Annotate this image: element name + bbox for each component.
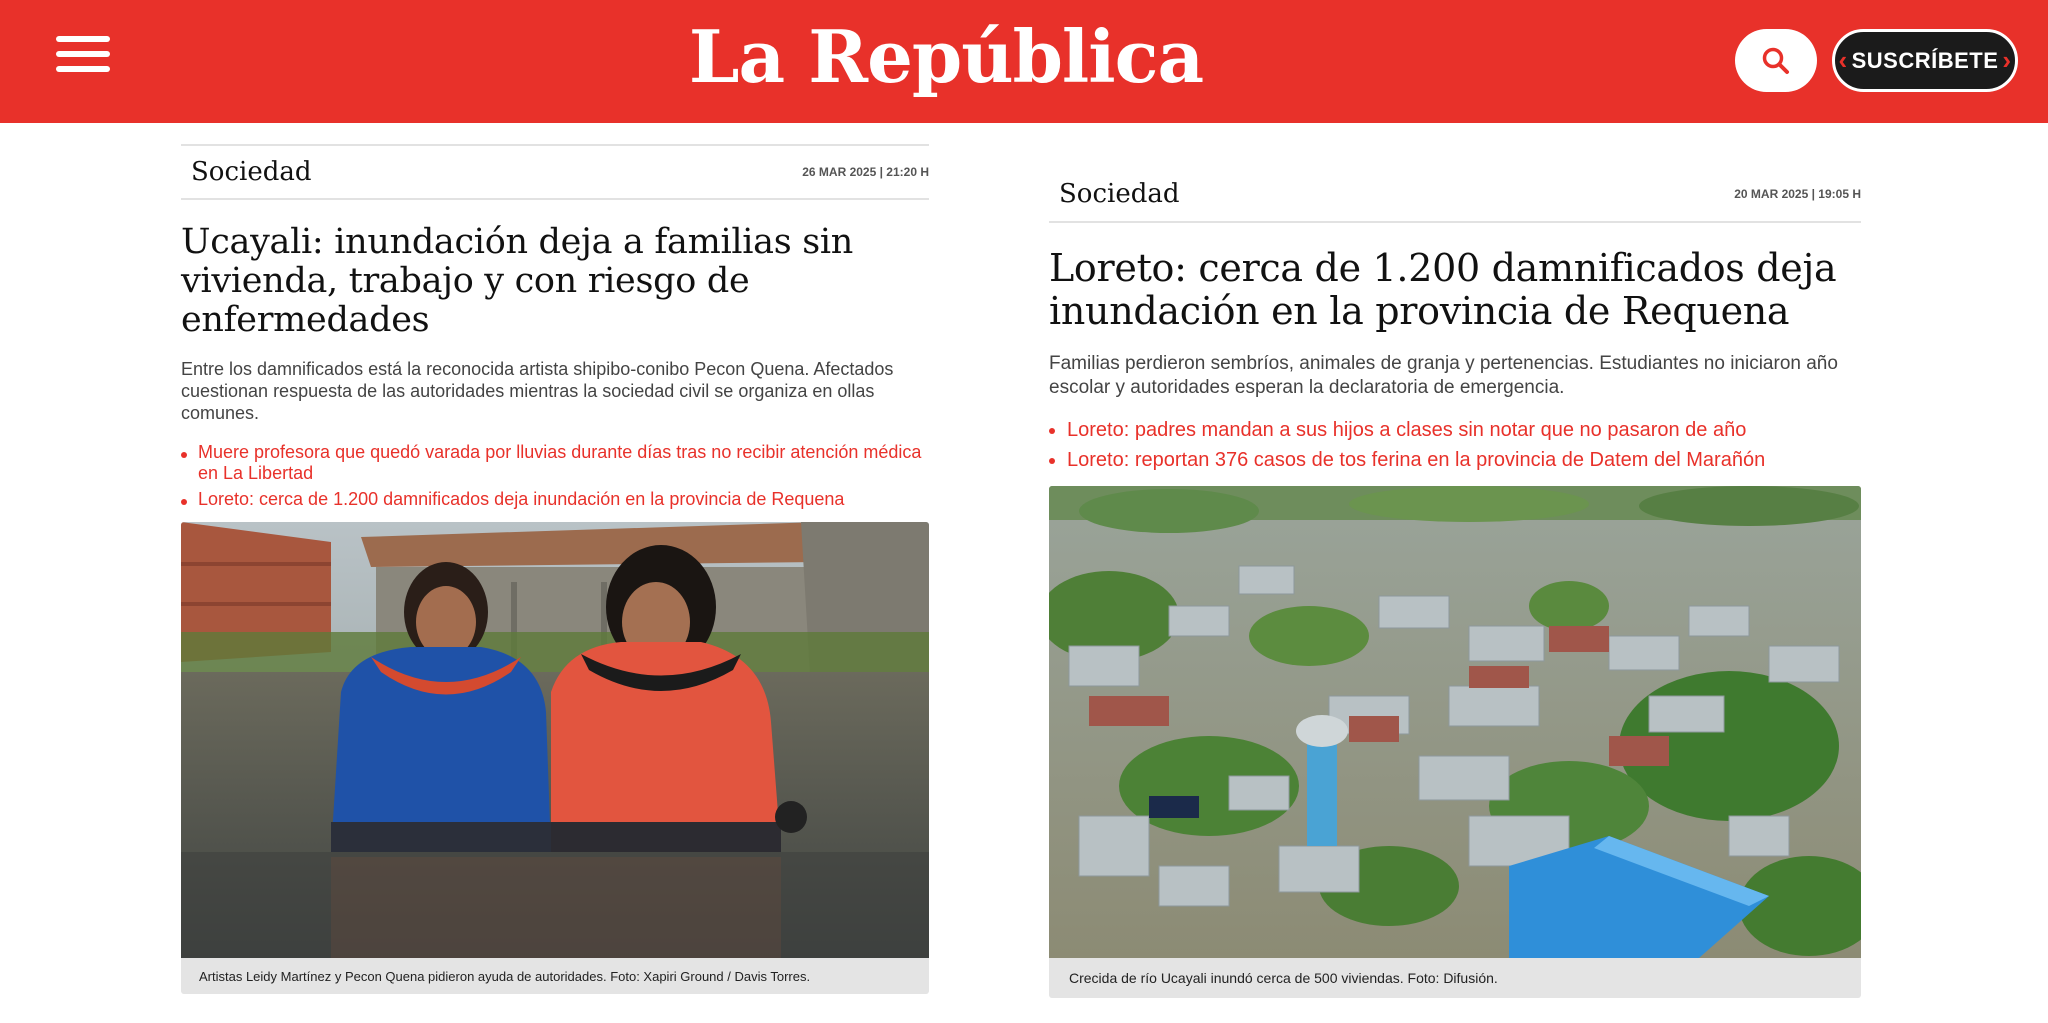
site-header — [0, 0, 2048, 123]
related-link[interactable]: Loreto: padres mandan a sus hijos a clases sin notar que no pasaron de año — [1049, 418, 1861, 442]
search-button[interactable] — [1735, 29, 1817, 92]
article-date: 26 MAR 2025 | 21:20 H — [802, 165, 929, 179]
section-bar — [181, 144, 929, 200]
photo-flooded-women[interactable] — [181, 522, 929, 958]
related-links — [181, 442, 929, 510]
subscribe-label: SUSCRÍBETE — [1851, 47, 1999, 73]
article-summary: Familias perdieron sembríos, animales de granja y pertenencias. Estudiantes no iniciaron año escolar y autoridades esperan la declaratoria de emergencia. — [1049, 353, 1838, 398]
article-card-ucayali — [181, 144, 929, 994]
photo-caption: Crecida de río Ucayali inundó cerca de 500 viviendas. Foto: Difusión. — [1049, 958, 1861, 998]
related-link[interactable]: Muere profesora que quedó varada por lluvias durante días tras no recibir atención médica en La Libertad — [181, 442, 929, 484]
section-bar — [1049, 166, 1861, 223]
article-headline[interactable]: Ucayali: inundación deja a familias sin vivienda, trabajo y con riesgo de enfermedades — [181, 222, 854, 340]
article-summary: Entre los damnificados está la reconocida artista shipibo-conibo Pecon Quena. Afectados cuestionan respuesta de las autoridades mientras la sociedad civil se organiza en ollas comunes. — [181, 359, 894, 423]
article-figure — [1049, 486, 1861, 998]
subscribe-button[interactable] — [1832, 29, 2018, 92]
photo-caption: Artistas Leidy Martínez y Pecon Quena pidieron ayuda de autoridades. Foto: Xapiri Ground / Davis Torres. — [181, 958, 929, 994]
related-links — [1049, 418, 1861, 472]
photo-aerial-flood[interactable] — [1049, 486, 1861, 958]
related-link[interactable]: Loreto: reportan 376 casos de tos ferina en la provincia de Datem del Marañón — [1049, 448, 1861, 472]
article-headline[interactable]: Loreto: cerca de 1.200 damnificados deja inundación en la provincia de Requena — [1049, 246, 1837, 333]
section-link[interactable]: Sociedad — [191, 157, 312, 187]
related-link[interactable]: Loreto: cerca de 1.200 damnificados deja inundación en la provincia de Requena — [181, 489, 929, 510]
article-card-loreto — [1049, 166, 1861, 998]
search-icon — [1761, 46, 1791, 76]
site-logo[interactable]: La República — [688, 14, 1204, 99]
article-date: 20 MAR 2025 | 19:05 H — [1734, 186, 1861, 201]
article-figure — [181, 522, 929, 994]
section-link[interactable]: Sociedad — [1059, 178, 1180, 209]
chevron-left-icon: ‹ — [1838, 45, 1848, 75]
chevron-right-icon: › — [2002, 45, 2012, 75]
